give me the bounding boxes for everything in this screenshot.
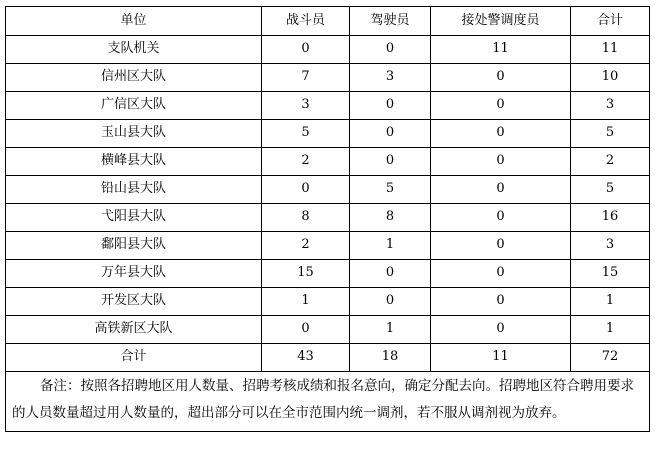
cell-drivers: 5: [350, 176, 431, 204]
table-row: [6, 316, 650, 344]
header-row: [6, 7, 650, 36]
total-label: 合计: [6, 344, 262, 372]
table-row: [6, 260, 650, 288]
cell-dispatchers: 0: [431, 260, 571, 288]
total-row: [6, 344, 650, 372]
cell-dispatchers: 0: [431, 204, 571, 232]
cell-total: 15: [571, 260, 650, 288]
header-unit: 单位: [6, 7, 262, 36]
cell-dispatchers: 0: [431, 120, 571, 148]
cell-fighters: 0: [262, 36, 350, 64]
cell-total: 1: [571, 288, 650, 316]
cell-fighters: 5: [262, 120, 350, 148]
cell-dispatchers: 0: [431, 176, 571, 204]
cell-unit: 开发区大队: [6, 288, 262, 316]
header-dispatchers: 接处警调度员: [431, 7, 571, 36]
cell-unit: 弋阳县大队: [6, 204, 262, 232]
cell-unit: 万年县大队: [6, 260, 262, 288]
cell-dispatchers: 0: [431, 64, 571, 92]
cell-fighters: 7: [262, 64, 350, 92]
cell-dispatchers: 0: [431, 92, 571, 120]
cell-total: 3: [571, 232, 650, 260]
cell-fighters: 0: [262, 176, 350, 204]
cell-total: 16: [571, 204, 650, 232]
cell-total: 5: [571, 120, 650, 148]
cell-unit: 支队机关: [6, 36, 262, 64]
cell-fighters: 15: [262, 260, 350, 288]
cell-fighters: 2: [262, 148, 350, 176]
note-row: [6, 372, 650, 432]
table-row: [6, 288, 650, 316]
cell-total: 5: [571, 176, 650, 204]
header-fighters: 战斗员: [262, 7, 350, 36]
cell-unit: 鄱阳县大队: [6, 232, 262, 260]
cell-drivers: 0: [350, 148, 431, 176]
cell-drivers: 0: [350, 92, 431, 120]
note-text: 备注：按照各招聘地区用人数量、招聘考核成绩和报名意向，确定分配去向。招聘地区符合聘用要求的人员数量超过用人数量的，超出部分可以在全市范围内统一调剂，若不服从调剂视为放弃。: [12, 378, 634, 421]
cell-total: 10: [571, 64, 650, 92]
total-dispatchers: 11: [431, 344, 571, 372]
cell-drivers: 0: [350, 36, 431, 64]
table-row: [6, 176, 650, 204]
cell-fighters: 3: [262, 92, 350, 120]
table-row: [6, 120, 650, 148]
cell-drivers: 0: [350, 120, 431, 148]
allocation-table: [5, 6, 650, 432]
total-sum: 72: [571, 344, 650, 372]
table-row: [6, 64, 650, 92]
cell-unit: 玉山县大队: [6, 120, 262, 148]
cell-dispatchers: 11: [431, 36, 571, 64]
cell-unit: 铅山县大队: [6, 176, 262, 204]
total-fighters: 43: [262, 344, 350, 372]
cell-total: 3: [571, 92, 650, 120]
table-row: [6, 232, 650, 260]
table-row: [6, 92, 650, 120]
total-drivers: 18: [350, 344, 431, 372]
cell-unit: 信州区大队: [6, 64, 262, 92]
cell-unit: 高铁新区大队: [6, 316, 262, 344]
cell-fighters: 1: [262, 288, 350, 316]
cell-unit: 广信区大队: [6, 92, 262, 120]
cell-dispatchers: 0: [431, 232, 571, 260]
cell-fighters: 8: [262, 204, 350, 232]
cell-drivers: 1: [350, 316, 431, 344]
cell-dispatchers: 0: [431, 148, 571, 176]
table-row: [6, 204, 650, 232]
cell-unit: 横峰县大队: [6, 148, 262, 176]
cell-total: 2: [571, 148, 650, 176]
header-total: 合计: [571, 7, 650, 36]
cell-drivers: 1: [350, 232, 431, 260]
cell-drivers: 3: [350, 64, 431, 92]
cell-total: 1: [571, 316, 650, 344]
header-drivers: 驾驶员: [350, 7, 431, 36]
cell-drivers: 0: [350, 288, 431, 316]
cell-fighters: 0: [262, 316, 350, 344]
table-row: [6, 148, 650, 176]
cell-dispatchers: 0: [431, 288, 571, 316]
cell-drivers: 0: [350, 260, 431, 288]
cell-dispatchers: 0: [431, 316, 571, 344]
cell-total: 11: [571, 36, 650, 64]
table-row: [6, 36, 650, 64]
cell-drivers: 8: [350, 204, 431, 232]
cell-fighters: 2: [262, 232, 350, 260]
note-cell: [6, 372, 650, 432]
